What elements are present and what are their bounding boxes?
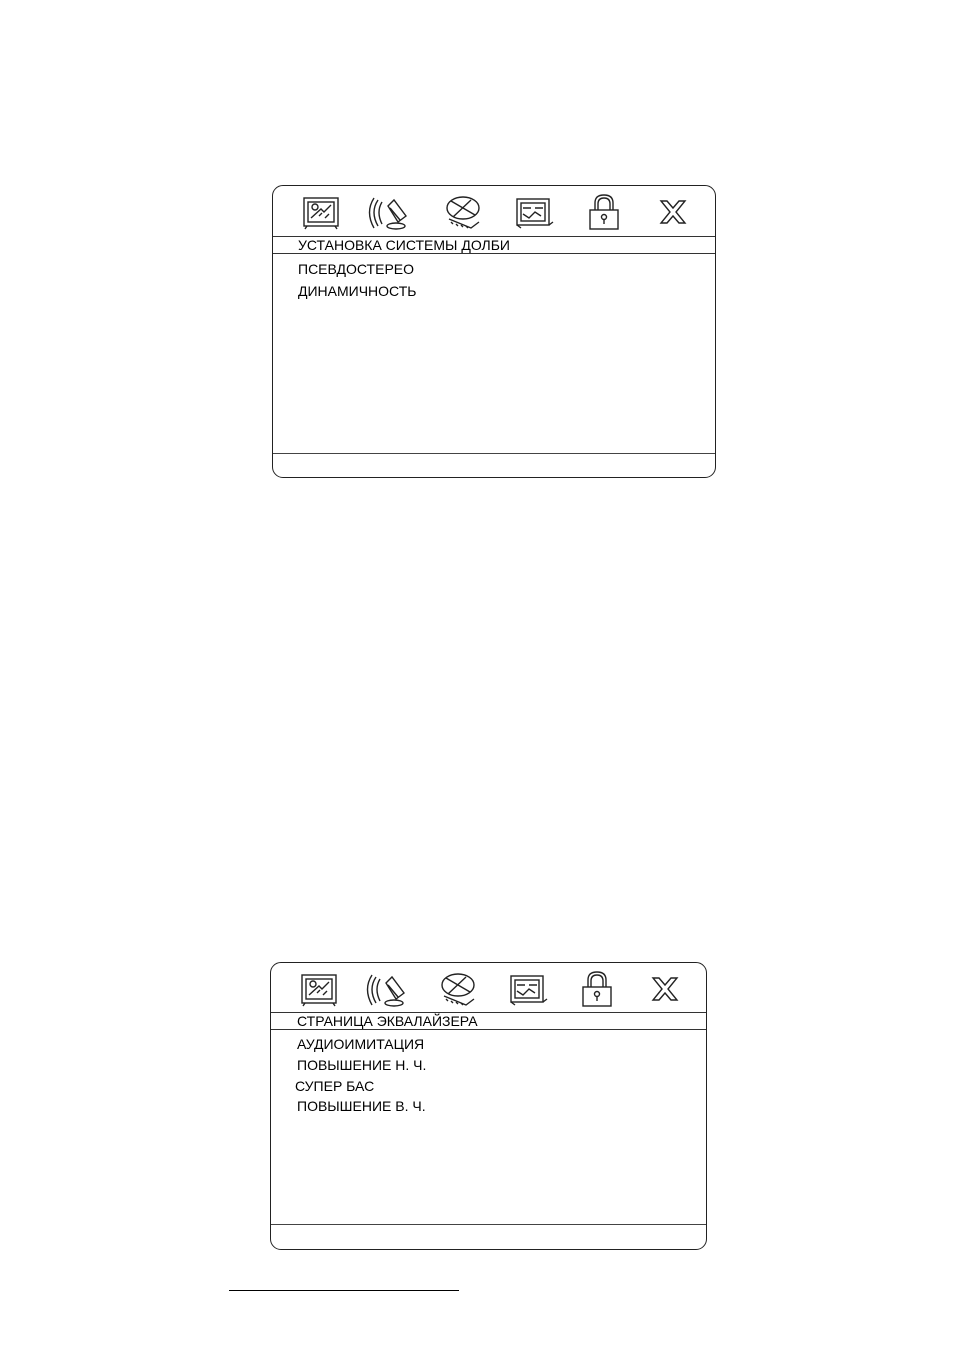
- menu-title: УСТАНОВКА СИСТЕМЫ ДОЛБИ: [298, 237, 510, 253]
- preference-icon[interactable]: [505, 969, 549, 1009]
- menu-item-super-bass[interactable]: СУПЕР БАС: [295, 1078, 375, 1094]
- menu-icon-bar: [271, 963, 706, 1013]
- menu-title-band: [273, 236, 715, 254]
- general-setup-icon[interactable]: [299, 192, 343, 232]
- general-setup-icon[interactable]: [297, 969, 341, 1009]
- menu-item-pseudo-stereo[interactable]: ПСЕВДОСТЕРЕО: [298, 261, 415, 277]
- menu-title: СТРАНИЦА ЭКВАЛАЙЗЕРА: [297, 1013, 478, 1029]
- menu-footer-divider: [273, 453, 715, 454]
- footnote-rule: [229, 1290, 459, 1291]
- exit-icon[interactable]: [651, 192, 695, 232]
- menu-item-bass-boost[interactable]: ПОВЫШЕНИЕ Н. Ч.: [297, 1057, 427, 1073]
- equalizer-menu: [270, 962, 707, 1250]
- menu-footer-divider: [271, 1224, 706, 1225]
- menu-icon-bar: [273, 186, 715, 236]
- exit-icon[interactable]: [643, 969, 687, 1009]
- preference-icon[interactable]: [511, 192, 555, 232]
- menu-item-audio-imitation[interactable]: АУДИОИМИТАЦИЯ: [297, 1036, 425, 1052]
- audio-setup-icon[interactable]: [366, 969, 410, 1009]
- dolby-setup-menu: [272, 185, 716, 478]
- audio-setup-icon[interactable]: [368, 192, 412, 232]
- video-setup-icon[interactable]: [436, 969, 480, 1009]
- menu-item-dynamic-range[interactable]: ДИНАМИЧНОСТЬ: [298, 283, 417, 299]
- menu-title-band: [271, 1012, 706, 1030]
- menu-item-treble-boost[interactable]: ПОВЫШЕНИЕ В. Ч.: [297, 1098, 426, 1114]
- video-setup-icon[interactable]: [441, 192, 485, 232]
- password-lock-icon[interactable]: [582, 192, 626, 232]
- password-lock-icon[interactable]: [575, 969, 619, 1009]
